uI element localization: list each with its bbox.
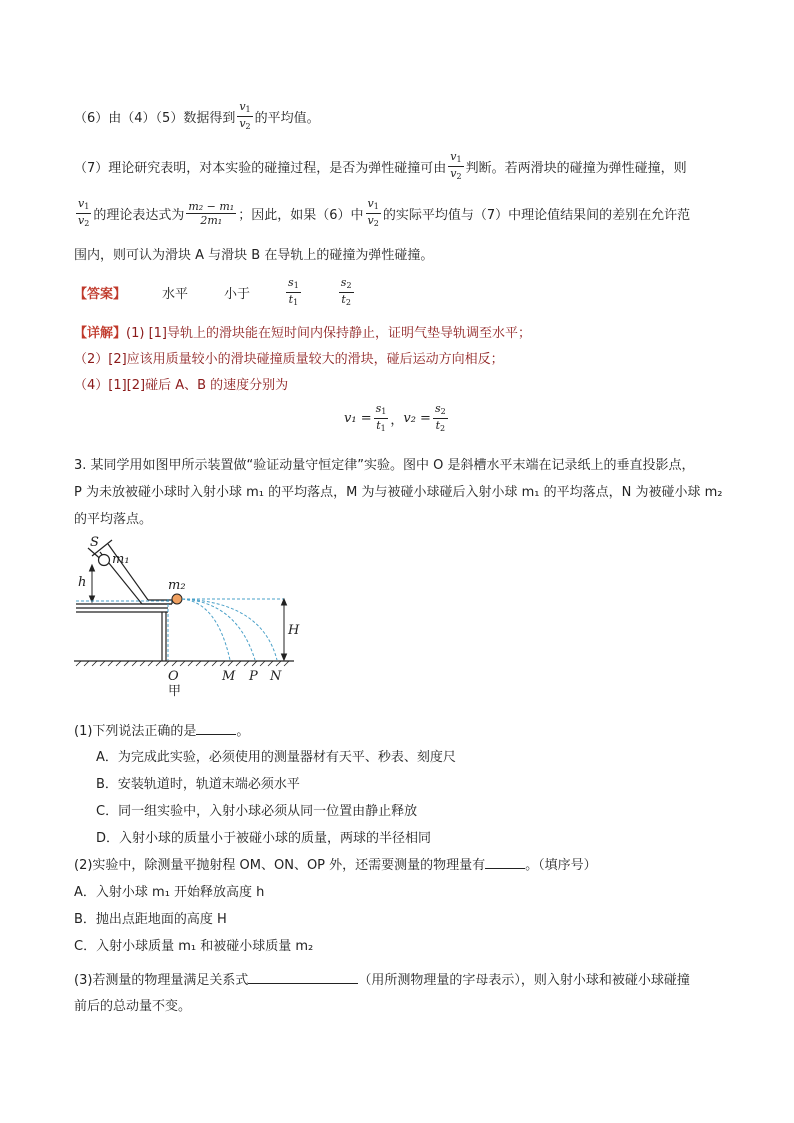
label-m2: m₂ <box>168 578 186 593</box>
figure-caption: 甲 <box>168 684 182 697</box>
sub2-option-b: B．抛出点距地面的高度 H <box>74 912 227 927</box>
p7-line1-suffix: 判断。若两滑块的碰撞为弹性碰撞，则 <box>465 160 687 176</box>
label-P: P <box>249 669 258 684</box>
sub3-answer-blank[interactable] <box>248 969 358 984</box>
label-O: O <box>168 669 179 684</box>
velocity-equation <box>344 398 450 438</box>
answer-3-fraction: $\frac{s_1}{t_1}$ <box>288 275 299 307</box>
p6-suffix: 的平均值。 <box>254 110 320 126</box>
answer-1: 水平 <box>162 286 189 302</box>
theory-expression-fraction: $\frac{\text{m₂ − m₁}}{\text{2m₁}}$ <box>188 199 235 227</box>
s2-over-t2-fraction: $\frac{s_2}{t_2}$ <box>434 401 446 433</box>
sub1-answer-blank[interactable] <box>196 720 236 735</box>
sub1-option-d: D．入射小球的质量小于被碰小球的质量，两球的半径相同 <box>96 831 432 846</box>
label-N: N <box>270 669 282 684</box>
label-H: H <box>288 623 300 638</box>
p7-line2-suffix: 的实际平均值与（7）中理论值结果间的差别在允许范 <box>382 207 691 223</box>
answer-2: 小于 <box>224 286 251 302</box>
v1-over-v2-fraction: $\frac{v_1}{v_2}$ <box>367 196 379 228</box>
sub2-stem <box>74 854 597 873</box>
sub3-stem-text: (3)若测量的物理量满足关系式 <box>74 973 249 988</box>
detail-line-3: （4）[1][2]碰后 A、B 的速度分别为 <box>74 378 289 393</box>
label-m1: m₁ <box>112 552 130 567</box>
p7-line1-prefix: （7）理论研究表明，对本实验的碰撞过程，是否为弹性碰撞可由 <box>74 160 447 176</box>
v1-over-v2-fraction: $\frac{v_1}{v_2}$ <box>239 99 251 131</box>
paragraph-6 <box>74 96 320 136</box>
q3-line-3: 的平均落点。 <box>74 512 153 527</box>
v2-equals: v₂ = <box>403 410 431 426</box>
sub3-stem-end: （用所测物理量的字母表示），则入射小球和被碰小球碰撞 <box>358 973 690 988</box>
sub1-option-b: B．安装轨道时，轨道末端必须水平 <box>96 777 300 792</box>
sub2-answer-blank[interactable] <box>485 854 525 869</box>
apparatus-figure <box>72 532 312 697</box>
sub1-option-c: C．同一组实验中，入射小球必须从同一位置由静止释放 <box>96 804 418 819</box>
equation-separator: ， <box>390 412 404 428</box>
label-S: S <box>90 535 99 550</box>
sub2-option-c: C．入射小球质量 m₁ 和被碰小球质量 m₂ <box>74 939 314 954</box>
q3-line-2: P 为未放被碰小球时入射小球 m₁ 的平均落点，M 为与被碰小球碰后入射小球 m₁ 的平均落点，N 为被碰小球 m₂ <box>74 485 723 500</box>
sub1-option-a: A．为完成此实验，必须使用的测量器材有天平、秒表、刻度尺 <box>96 750 456 765</box>
answer-4-fraction: $\frac{s_2}{t_2}$ <box>340 275 352 307</box>
sub2-stem-text: (2)实验中，除测量平抛射程 OM、ON、OP 外，还需要测量的物理量有 <box>74 858 486 873</box>
sub2-option-a: A．入射小球 m₁ 开始释放高度 h <box>74 885 265 900</box>
paragraph-7-line-2 <box>74 193 690 233</box>
answer-label: 【答案】 <box>74 286 127 302</box>
answer-row <box>74 272 356 312</box>
detail-line-2: （2）[2]应该用质量较小的滑块碰撞质量较大的滑块，碰后运动方向相反； <box>74 352 504 367</box>
p7-line2-mid: 的理论表达式为 <box>93 207 185 223</box>
v1-over-v2-fraction: $\frac{v_1}{v_2}$ <box>450 149 462 181</box>
q3-line-1: 3. 某同学用如图甲所示装置做“验证动量守恒定律”实验。图中 O 是斜槽水平末端在记录纸上的垂直投影点， <box>74 458 695 473</box>
sub1-stem-text: (1)下列说法正确的是 <box>74 724 197 739</box>
paragraph-7-line-1 <box>74 146 687 186</box>
sub1-stem-end: 。 <box>236 724 250 739</box>
detail-label: 【详解】 <box>74 326 127 341</box>
sub3-line-2: 前后的总动量不变。 <box>74 999 192 1014</box>
ball-m1 <box>99 555 110 566</box>
sub2-stem-end: 。（填序号） <box>525 858 597 873</box>
detail-l1-text: (1) [1]导轨上的滑块能在短时间内保持静止，证明气垫导轨调至水平； <box>126 326 531 341</box>
paragraph-7-line-3: 围内，则可认为滑块 A 与滑块 B 在导轨上的碰撞为弹性碰撞。 <box>74 248 434 263</box>
detail-line-1 <box>74 322 531 341</box>
ball-m2 <box>172 594 182 604</box>
label-M: M <box>222 669 236 684</box>
s1-over-t1-fraction: $\frac{s_1}{t_1}$ <box>375 401 387 433</box>
sub3-stem <box>74 969 690 988</box>
p7-line2-mid2: ；因此，如果（6）中 <box>238 207 364 223</box>
p6-prefix: （6）由（4）（5）数据得到 <box>74 110 236 126</box>
v1-equals: v₁ = <box>344 410 372 426</box>
label-h: h <box>78 575 87 590</box>
v1-over-v2-fraction: $\frac{v_1}{v_2}$ <box>78 196 90 228</box>
sub1-stem <box>74 720 249 739</box>
